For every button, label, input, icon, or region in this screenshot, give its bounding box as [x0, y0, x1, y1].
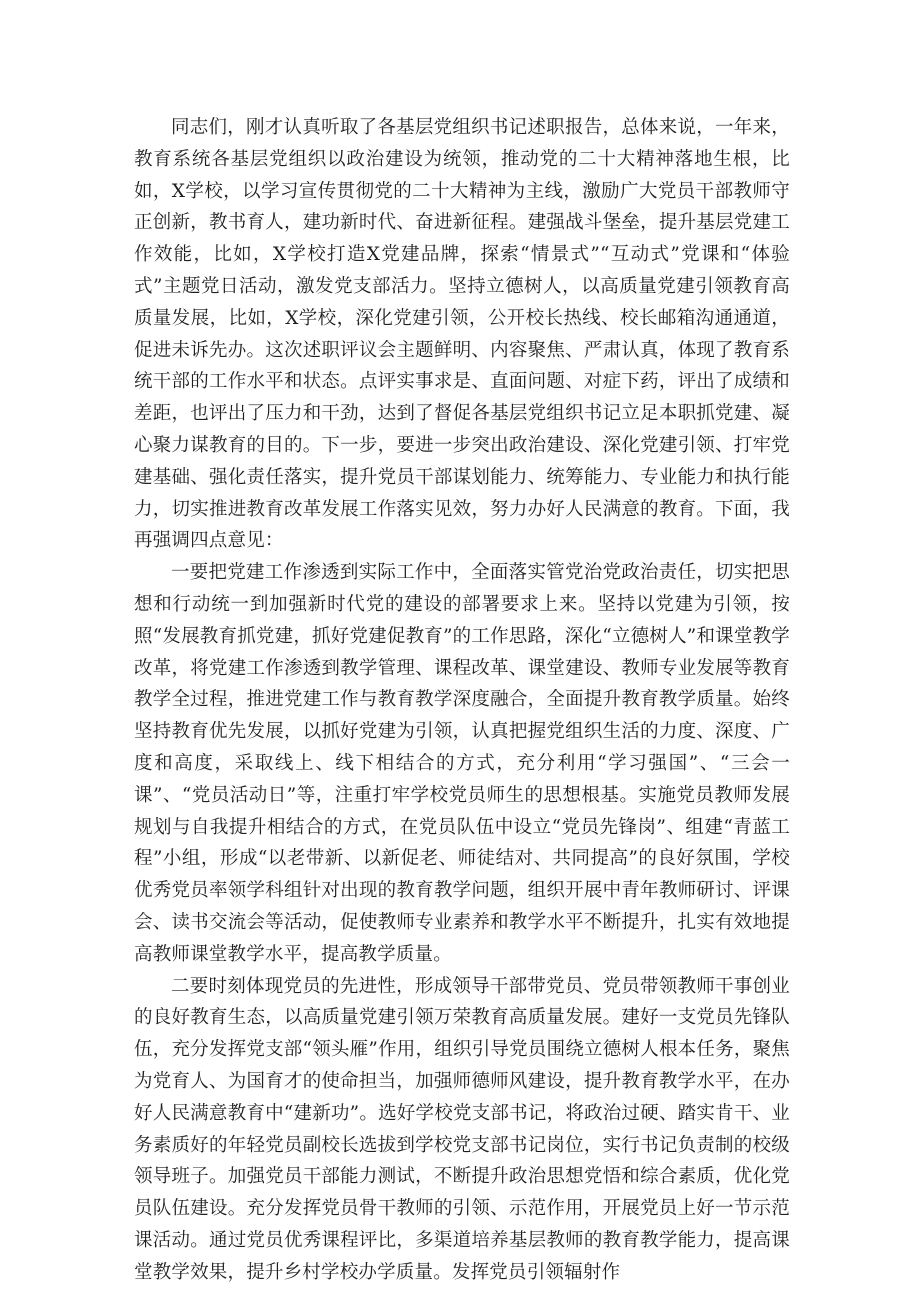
paragraph-opening: 同志们，刚才认真听取了各基层党组织书记述职报告，总体来说，一年来，教育系统各基层党组织以政治建设为统领，推动党的二十大精神落地生根，比如，X学校，以学习宣传贯彻党的二十大精神为主线，激励广大党员干部教师守正创新，教书育人，建功新时代、奋进新征程。建强战斗堡垒，提升基层党建工作效能，比如，X学校打造X党建品牌，探索“情景式”“互动式”党课和“体验式”主题党日活动，激发党支部活力。坚持立德树人，以高质量党建引领教育高质量发展，比如，X学校，深化党建引领，公开校长热线、校长邮箱沟通通道，促进未诉先办。这次述职评议会主题鲜明、内容聚焦、严肃认真，体现了教育系统干部的工作水平和状态。点评实事求是、直面问题、对症下药，评出了成绩和差距，也评出了压力和干劲，达到了督促各基层党组织书记立足本职抓党建、凝心聚力谋教育的目的。下一步，要进一步突出政治建设、深化党建引领、打牢党建基础、强化责任落实，提升党员干部谋划能力、统筹能力、专业能力和执行能力，切实推进教育改革发展工作落实见效，努力办好人民满意的教育。下面，我再强调四点意见： [134, 117, 790, 552]
paragraph-point-two: 二要时刻体现党员的先进性，形成领导干部带党员、党员带领教师干事创业的良好教育生态，以高质量党建引领万荣教育高质量发展。建好一支党员先锋队伍，充分发挥党支部“领头雁”作用，组织引导党员围绕立德树人根本任务，聚焦为党育人、为国育才的使命担当，加强师德师风建设，提升教育教学水平，在办好人民满意教育中“建新功”。选好学校党支部书记，将政治过硬、踏实肯干、业务素质好的年轻党员副校长选拔到学校党支部书记岗位，实行书记负责制的校级领导班子。加强党员干部能力测试，不断提升政治思想党悟和综合素质，优化党员队伍建设。充分发挥党员骨干教师的引领、示范作用，开展党员上好一节示范课活动。通过党员优秀课程评比，多渠道培养基层教师的教育教学能力，提高课堂教学效果，提升乡村学校办学质量。发挥党员引领辐射作 [134, 975, 790, 1283]
paragraph-point-one: 一要把党建工作渗透到实际工作中，全面落实管党治党政治责任，切实把思想和行动统一到加强新时代党的建设的部署要求上来。坚持以党建为引领，按照“发展教育抓党建，抓好党建促教育”的工作思路，深化“立德树人”和课堂教学改革，将党建工作渗透到教学管理、课程改革、课堂建设、教师专业发展等教育教学全过程，推进党建工作与教育教学深度融合，全面提升教育教学质量。始终坚持教育优先发展，以抓好党建为引领，认真把握党组织生活的力度、深度、广度和高度，采取线上、线下相结合的方式，充分利用“学习强国”、“三会一课”、“党员活动日”等，注重打牢学校党员师生的思想根基。实施党员教师发展规划与自我提升相结合的方式，在党员队伍中设立“党员先锋岗”、组建“青蓝工程”小组，形成“以老带新、以新促老、师徒结对、共同提高”的良好氛围，学校优秀党员率领学科组针对出现的教育教学问题，组织开展中青年教师研讨、评课会、读书交流会等活动，促使教师专业素养和教学水平不断提升，扎实有效地提高教师课堂教学水平，提高教学质量。 [134, 562, 790, 965]
document-body [134, 112, 790, 1288]
